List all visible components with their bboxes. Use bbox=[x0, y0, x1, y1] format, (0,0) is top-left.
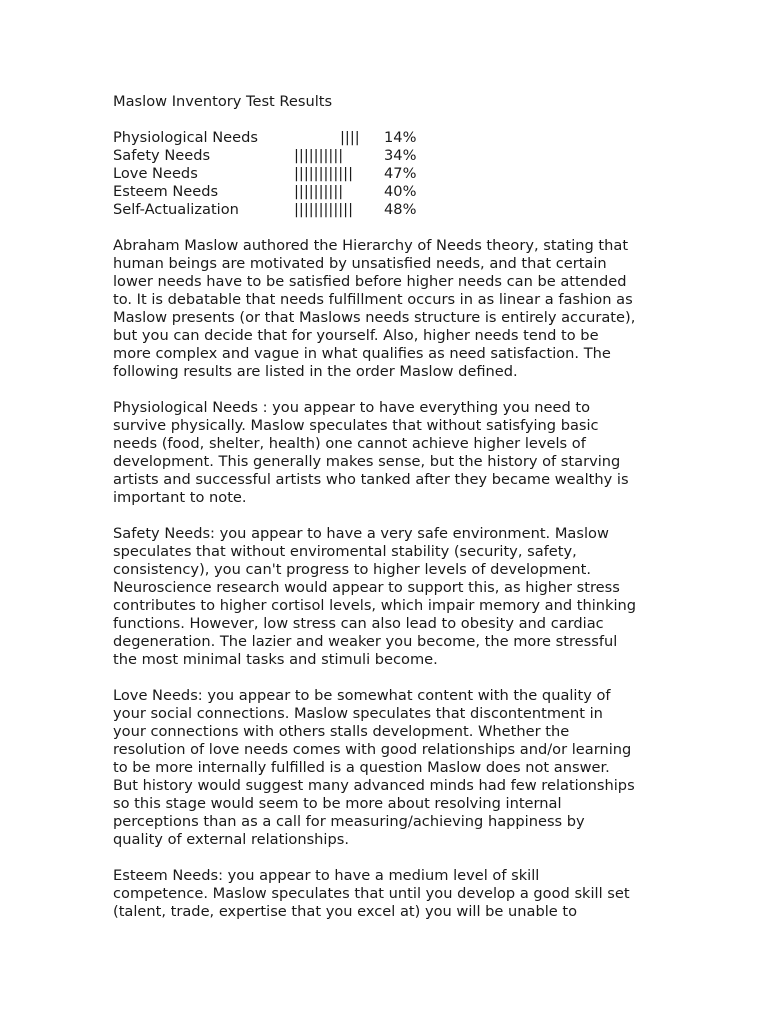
text-line: degeneration. The lazier and weaker you become, the more stressful bbox=[113, 633, 618, 650]
score-bars: |||| bbox=[340, 129, 360, 146]
score-list bbox=[113, 129, 658, 219]
text-line: contributes to higher cortisol levels, which impair memory and thinking bbox=[113, 597, 637, 614]
love-paragraph bbox=[113, 687, 658, 849]
text-line: human beings are motivated by unsatisfied needs, and that certain bbox=[113, 255, 607, 272]
document-title: Maslow Inventory Test Results bbox=[113, 93, 333, 110]
text-line: Safety Needs: you appear to have a very safe environment. Maslow bbox=[113, 525, 609, 542]
score-row bbox=[113, 165, 658, 183]
text-line: Love Needs: you appear to be somewhat content with the quality of bbox=[113, 687, 611, 704]
document-page bbox=[113, 93, 658, 939]
score-bars: |||||||||||| bbox=[294, 201, 354, 218]
score-percent: 48% bbox=[384, 201, 417, 218]
text-line: needs (food, shelter, health) one cannot achieve higher levels of bbox=[113, 435, 586, 452]
text-line: so this stage would seem to be more about resolving internal bbox=[113, 795, 562, 812]
score-bars: |||||||||| bbox=[294, 147, 344, 164]
text-line: competence. Maslow speculates that until you develop a good skill set bbox=[113, 885, 630, 902]
safety-paragraph bbox=[113, 525, 658, 669]
score-name: Safety Needs bbox=[113, 147, 211, 164]
score-percent: 14% bbox=[384, 129, 417, 146]
text-line: the most minimal tasks and stimuli become. bbox=[113, 651, 438, 668]
score-row bbox=[113, 201, 658, 219]
text-line: but you can decide that for yourself. Also, higher needs tend to be bbox=[113, 327, 599, 344]
text-line: to be more internally fulfilled is a question Maslow does not answer. bbox=[113, 759, 610, 776]
text-line: development. This generally makes sense, but the history of starving bbox=[113, 453, 621, 470]
text-line: consistency), you can't progress to higher levels of development. bbox=[113, 561, 592, 578]
intro-paragraph bbox=[113, 237, 658, 381]
text-line: lower needs have to be satisfied before higher needs can be attended bbox=[113, 273, 627, 290]
text-line: important to note. bbox=[113, 489, 247, 506]
text-line: your connections with others stalls development. Whether the bbox=[113, 723, 570, 740]
text-line: functions. However, low stress can also lead to obesity and cardiac bbox=[113, 615, 604, 632]
text-line: Neuroscience research would appear to support this, as higher stress bbox=[113, 579, 620, 596]
score-bars: |||||||||| bbox=[294, 183, 344, 200]
text-line: (talent, trade, expertise that you excel at) you will be unable to bbox=[113, 903, 578, 920]
text-line: quality of external relationships. bbox=[113, 831, 349, 848]
text-line: speculates that without enviromental stability (security, safety, bbox=[113, 543, 577, 560]
text-line: But history would suggest many advanced minds had few relationships bbox=[113, 777, 635, 794]
physiological-paragraph bbox=[113, 399, 658, 507]
score-percent: 34% bbox=[384, 147, 417, 164]
text-line: to. It is debatable that needs fulfillment occurs in as linear a fashion as bbox=[113, 291, 633, 308]
score-row bbox=[113, 147, 658, 165]
text-line: Abraham Maslow authored the Hierarchy of Needs theory, stating that bbox=[113, 237, 629, 254]
text-line: your social connections. Maslow speculates that discontentment in bbox=[113, 705, 603, 722]
text-line: perceptions than as a call for measuring/achieving happiness by bbox=[113, 813, 585, 830]
score-bars: |||||||||||| bbox=[294, 165, 354, 182]
esteem-paragraph bbox=[113, 867, 658, 921]
text-line: Maslow presents (or that Maslows needs structure is entirely accurate), bbox=[113, 309, 636, 326]
score-row bbox=[113, 183, 658, 201]
text-line: resolution of love needs comes with good relationships and/or learning bbox=[113, 741, 632, 758]
score-percent: 47% bbox=[384, 165, 417, 182]
score-name: Self-Actualization bbox=[113, 201, 239, 218]
text-line: survive physically. Maslow speculates that without satisfying basic bbox=[113, 417, 599, 434]
text-line: Physiological Needs : you appear to have everything you need to bbox=[113, 399, 591, 416]
text-line: more complex and vague in what qualifies as need satisfaction. The bbox=[113, 345, 611, 362]
score-row bbox=[113, 129, 658, 147]
score-name: Love Needs bbox=[113, 165, 198, 182]
text-line: artists and successful artists who tanked after they became wealthy is bbox=[113, 471, 629, 488]
text-line: Esteem Needs: you appear to have a medium level of skill bbox=[113, 867, 540, 884]
text-line: following results are listed in the order Maslow defined. bbox=[113, 363, 518, 380]
score-percent: 40% bbox=[384, 183, 417, 200]
score-name: Esteem Needs bbox=[113, 183, 219, 200]
score-name: Physiological Needs bbox=[113, 129, 258, 146]
